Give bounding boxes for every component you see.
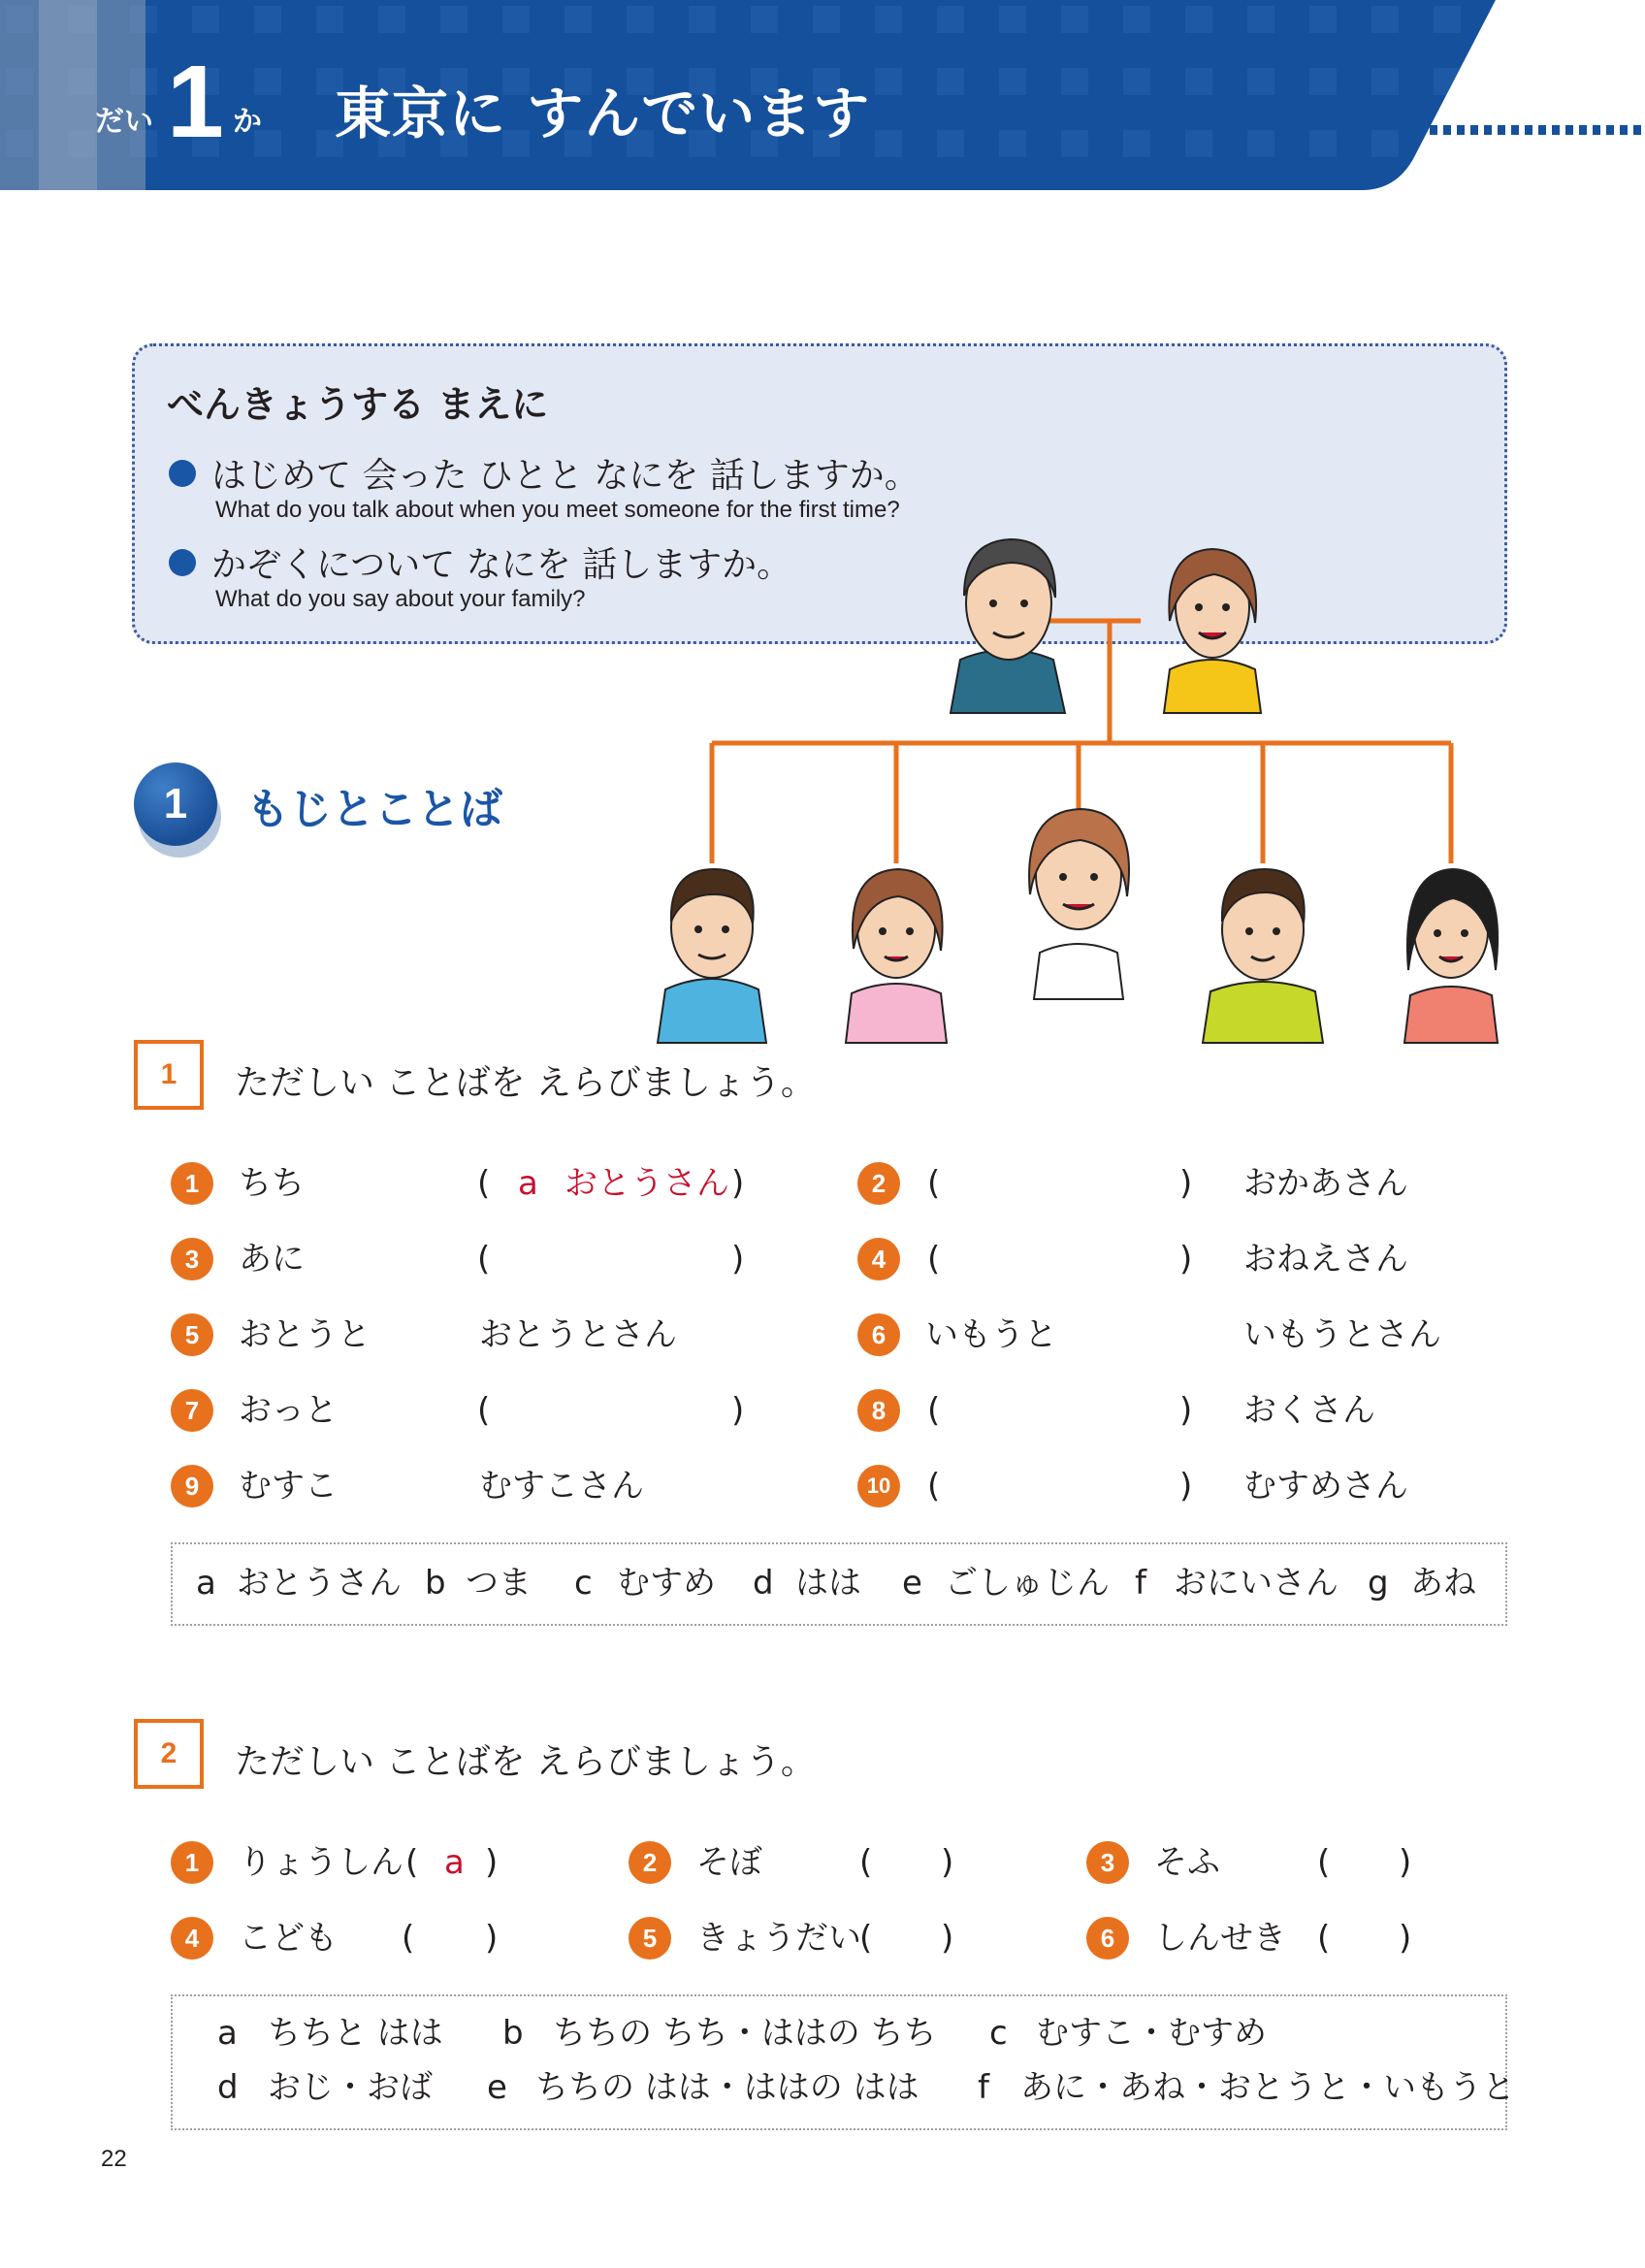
item-number: 1 xyxy=(171,1162,213,1205)
answer-blank[interactable]: ( xyxy=(927,1467,941,1506)
open-paren: ( xyxy=(477,1164,491,1203)
answer-blank[interactable]: ( xyxy=(402,1919,415,1958)
item-word: そぼ xyxy=(696,1843,762,1882)
close-paren: ) xyxy=(1179,1240,1193,1279)
item-word: むすこ xyxy=(239,1467,338,1506)
answer-blank[interactable]: ( xyxy=(1317,1843,1331,1882)
item-word: おっと xyxy=(239,1391,338,1430)
close-paren: ) xyxy=(485,1843,499,1882)
close-paren: ) xyxy=(731,1240,745,1279)
answer-letter: a xyxy=(518,1164,538,1203)
close-paren: ) xyxy=(1179,1467,1193,1506)
choice-word: はは xyxy=(795,1564,861,1603)
choice-word: おとうさん xyxy=(237,1564,402,1603)
answer-blank[interactable]: ( xyxy=(859,1919,873,1958)
daughter-figure xyxy=(1404,869,1498,1043)
close-paren: ) xyxy=(941,1843,954,1882)
chapter-prefix: だい xyxy=(95,105,153,139)
item-word: むすめさん xyxy=(1243,1467,1408,1506)
chapter-title: 東京に すんでいます xyxy=(335,81,871,146)
family-tree-illustration xyxy=(630,514,1523,1048)
choice-letter: c xyxy=(989,2014,1008,2053)
choice-text: あに・あね・おとうと・いもうと xyxy=(1020,2068,1515,2107)
item-number: 3 xyxy=(1086,1841,1129,1884)
item-word: あに xyxy=(239,1240,305,1279)
choice-letter: b xyxy=(425,1564,446,1603)
close-paren: ) xyxy=(731,1164,745,1203)
answer-blank[interactable]: ( xyxy=(477,1391,491,1430)
choice-letter: d xyxy=(217,2068,239,2107)
exercise-instruction: ただしい ことばを えらびましょう。 xyxy=(235,1742,816,1782)
choice-letter: f xyxy=(1135,1564,1146,1603)
item-word: おかあさん xyxy=(1243,1164,1408,1203)
choice-letter: d xyxy=(753,1564,774,1603)
younger-son-figure xyxy=(1203,869,1323,1043)
item-word: おねえさん xyxy=(1243,1240,1408,1279)
answer-letter: a xyxy=(444,1843,465,1882)
choice-letter: f xyxy=(978,2068,989,2107)
item-number: 5 xyxy=(171,1313,213,1356)
close-paren: ) xyxy=(1399,1919,1412,1958)
page-number: 22 xyxy=(101,2146,127,2172)
item-number: 1 xyxy=(171,1841,213,1884)
choice-letter: c xyxy=(574,1564,593,1603)
close-paren: ) xyxy=(731,1391,745,1430)
son-figure xyxy=(658,869,766,1043)
answer-blank[interactable]: ( xyxy=(859,1843,873,1882)
center-woman-figure xyxy=(1029,809,1129,999)
mother-figure xyxy=(1164,549,1261,713)
item-number: 7 xyxy=(171,1389,213,1432)
choice-letter: e xyxy=(902,1564,922,1603)
choice-word: おにいさん xyxy=(1174,1564,1339,1603)
exercise-instruction: ただしい ことばを えらびましょう。 xyxy=(235,1063,816,1103)
answer-blank[interactable]: ( xyxy=(927,1240,941,1279)
prestudy-question-en: What do you talk about when you meet someone for the first time? xyxy=(215,497,900,523)
daughter-in-law-figure xyxy=(846,869,947,1043)
item-word: きょうだい xyxy=(696,1919,861,1958)
answer-word: おとうさん xyxy=(564,1164,729,1203)
choice-text: おじ・おば xyxy=(268,2068,433,2107)
choice-text: むすこ・むすめ xyxy=(1036,2014,1267,2053)
item-word: いもうと xyxy=(925,1315,1057,1354)
section-number: 1 xyxy=(163,780,188,827)
item-number: 6 xyxy=(1086,1917,1129,1960)
answer-blank[interactable]: ( xyxy=(927,1391,941,1430)
choice-word: あね xyxy=(1410,1564,1476,1603)
item-word: ちち xyxy=(239,1164,305,1203)
chapter-suffix: か xyxy=(233,105,262,139)
item-word: おとうと xyxy=(239,1315,371,1354)
item-number: 2 xyxy=(629,1841,671,1884)
bullet-icon xyxy=(169,549,196,576)
prestudy-question-jp: かぞくについて なにを 話しますか。 xyxy=(211,545,792,585)
prestudy-question-jp: はじめて 会った ひとと なにを 話しますか。 xyxy=(211,456,919,496)
item-number: 4 xyxy=(171,1917,213,1960)
choice-word: ごしゅじん xyxy=(945,1564,1110,1603)
item-number: 5 xyxy=(629,1917,671,1960)
item-number: 6 xyxy=(857,1313,900,1356)
close-paren: ) xyxy=(1179,1164,1193,1203)
father-figure xyxy=(951,539,1065,713)
choice-text: ちちの ちち・ははの ちち xyxy=(553,2014,937,2053)
choice-letter: b xyxy=(502,2014,524,2053)
item-number: 4 xyxy=(857,1238,900,1280)
close-paren: ) xyxy=(485,1919,499,1958)
answer-blank[interactable]: ( xyxy=(927,1164,941,1203)
item-word: りょうしん xyxy=(239,1843,403,1882)
choice-text: ちちの はは・ははの はは xyxy=(535,2068,919,2107)
item-number: 3 xyxy=(171,1238,213,1280)
choice-word: むすめ xyxy=(617,1564,716,1603)
prestudy-title: べんきょうする まえに xyxy=(167,383,549,426)
given-word: むすこさん xyxy=(479,1467,644,1506)
choice-letter: g xyxy=(1368,1564,1389,1603)
item-word: そふ xyxy=(1154,1843,1220,1882)
close-paren: ) xyxy=(941,1919,954,1958)
item-word: こども xyxy=(239,1919,338,1958)
item-number: 10 xyxy=(857,1465,900,1507)
open-paren: ( xyxy=(405,1843,419,1882)
exercise-number-box: 2 xyxy=(134,1719,204,1789)
item-number: 2 xyxy=(857,1162,900,1205)
exercise-number-box: 1 xyxy=(134,1040,204,1110)
bullet-icon xyxy=(169,460,196,487)
given-word: おとうとさん xyxy=(479,1315,677,1354)
choice-word: つま xyxy=(466,1564,532,1603)
choice-text: ちちと はは xyxy=(268,2014,443,2053)
choice-letter: e xyxy=(487,2068,507,2107)
close-paren: ) xyxy=(1399,1843,1412,1882)
item-word: おくさん xyxy=(1243,1391,1375,1430)
choice-letter: a xyxy=(196,1564,216,1603)
choice-letter: a xyxy=(217,2014,238,2053)
given-word: いもうとさん xyxy=(1243,1315,1441,1354)
answer-blank[interactable]: ( xyxy=(1317,1919,1331,1958)
chapter-number: 1 xyxy=(167,45,224,159)
item-word: しんせき xyxy=(1154,1919,1286,1958)
answer-blank[interactable]: ( xyxy=(477,1240,491,1279)
close-paren: ) xyxy=(1179,1391,1193,1430)
section-title: もじとことば xyxy=(246,785,502,834)
item-number: 8 xyxy=(857,1389,900,1432)
item-number: 9 xyxy=(171,1465,213,1507)
prestudy-question-en: What do you say about your family? xyxy=(215,586,586,612)
